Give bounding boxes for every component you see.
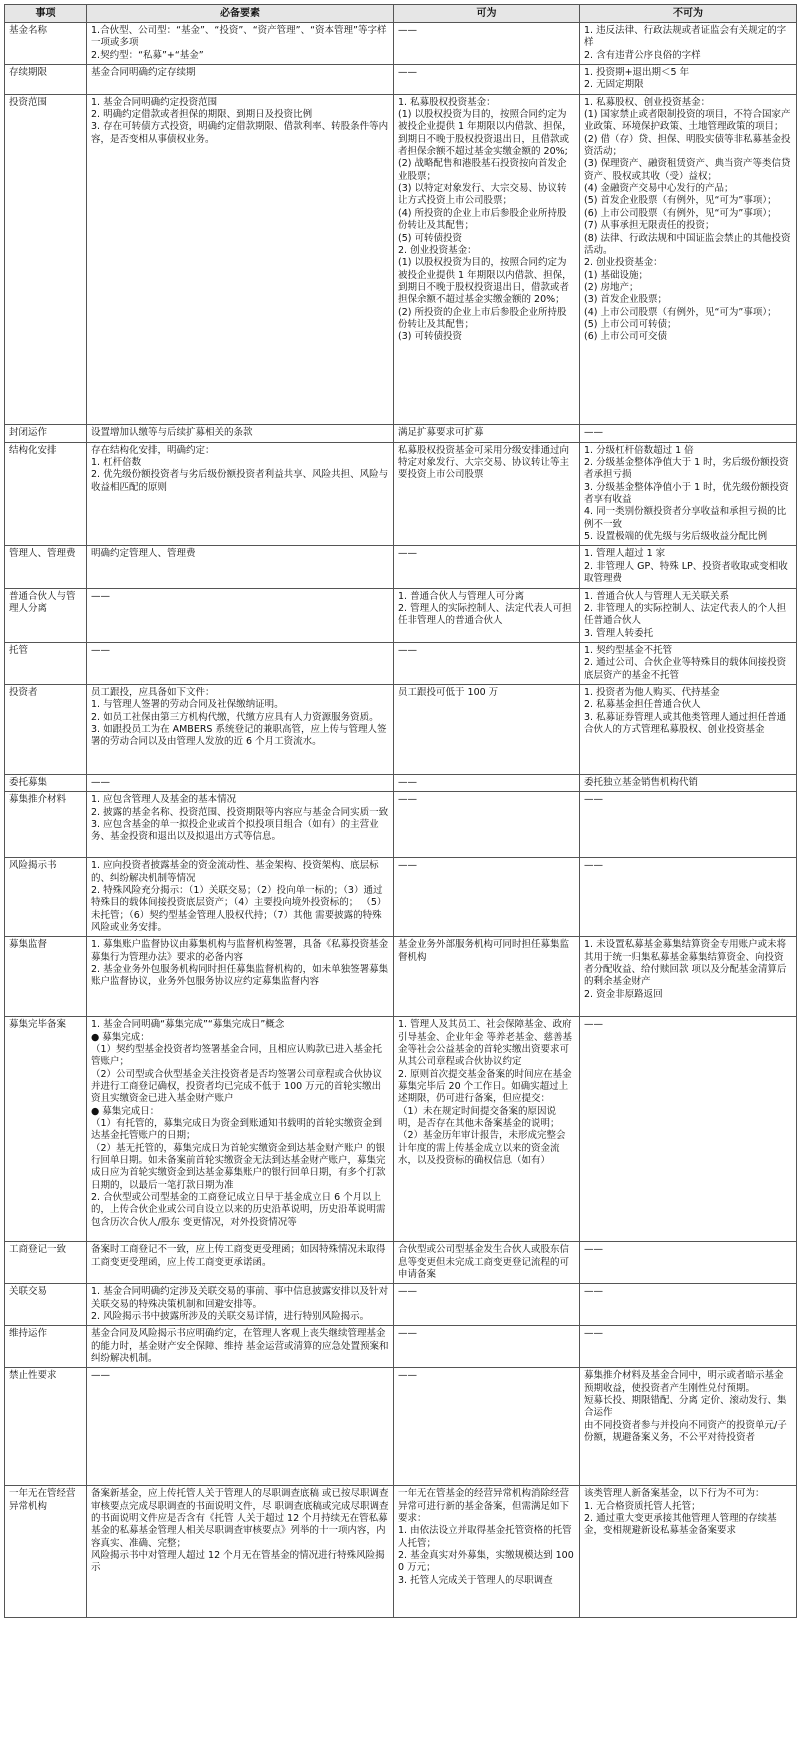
table-row: [5, 792, 797, 858]
table-body: [5, 23, 797, 1618]
cell-line: 3. 存在可转债方式投资，明确约定借款期限、借款利率、转股条件等内容，是否变相从事债权业务。: [91, 121, 389, 145]
table-row: [5, 1242, 797, 1284]
table-row: [5, 1486, 797, 1618]
cell-line: ——: [398, 794, 417, 806]
cell-line: (2) 借（存）贷、担保、明股实债等非私募基金投资活动；: [584, 133, 791, 158]
cell-line: ——: [584, 426, 603, 438]
row-allowed-cell: [394, 858, 580, 937]
row-item-cell: 募集推介材料: [5, 792, 87, 858]
cell-line: ——: [584, 860, 603, 872]
row-item-cell: 存续期限: [5, 65, 87, 95]
row-allowed-cell: [394, 1326, 580, 1368]
cell-line: 备案时工商登记不一致，应上传工商变更受理函；如因特殊情况未取得工商变更受理函，应上传工商变更承诺函。: [91, 1244, 386, 1268]
row-required-cell: [87, 65, 394, 95]
cell-line: (8) 法律、行政法规和中国证监会禁止的其他投资活动。: [584, 232, 791, 256]
table-row: [5, 1368, 797, 1486]
cell-line: 2. 分级基金整体净值大于 1 时，劣后级份额投资者承担亏损: [584, 457, 789, 481]
header-required: 必备要素: [87, 5, 394, 23]
table-row: [5, 642, 797, 684]
cell-line: 一年无在管基金的经营异常机构消除经营异常可进行新的基金备案，但需满足如下要求：: [398, 1488, 570, 1525]
cell-line: (5) 上市公司可转债；: [584, 318, 677, 330]
cell-line: (1) 国家禁止或者限制投资的项目，不符合国家产业政策、环境保护政策、土地管理政策的项目；: [584, 109, 791, 133]
cell-line: 私募股权投资基金可采用分级安排通过向特定对象发行、大宗交易、协议转让等主要投资上市公司股票: [398, 444, 570, 481]
cell-line: 3. 应包含基金的单一拟投企业或首个拟投项目组合（如有）的主营业务、基金投资和退出以及拟退出方式等信息。: [91, 818, 379, 843]
cell-line: (3) 以特定对象发行、大宗交易、协议转让方式投资上市公司股票；: [398, 183, 567, 207]
row-required-cell: [87, 937, 394, 1017]
cell-line: 2. 原则首次提交基金备案的时间应在基金募集完毕后 20 个工作日。如确实超过上述期限，仍可进行备案，但应提交：: [398, 1068, 572, 1105]
row-required-cell: [87, 1242, 394, 1284]
row-required-cell: [87, 1486, 394, 1618]
row-allowed-cell: [394, 588, 580, 642]
cell-line: 1. 应向投资者披露基金的资金流动性、基金架构、投资架构、底层标的、纠纷解决机制等情况: [91, 860, 379, 884]
table-row: [5, 858, 797, 937]
cell-line: 3. 如跟投员工为在 AMBERS 系统登记的兼职高管，应上传与管理人签署的劳动合同以及由管理人发放的近 6 个月工资流水。: [91, 723, 387, 748]
row-forbidden-cell: [580, 684, 797, 774]
row-item-cell: 维持运作: [5, 1326, 87, 1368]
header-item: 事项: [5, 5, 87, 23]
cell-line: 3. 托管人完成关于管理人的尽职调查: [398, 1574, 553, 1586]
cell-line: 1. 管理人超过 1 家: [584, 548, 666, 560]
cell-line: (1) 以股权投资为目的，按照合同约定为被投企业提供 1 年期限以内借款、担保，到期日不晚于股权投资退出日，且借款或者担保余额不超过基金实缴金额的 20%;: [398, 109, 572, 158]
cell-line: 1. 投资者为他人购买、代持基金: [584, 686, 720, 698]
cell-line: ● 募集完成：: [91, 1031, 150, 1043]
regulation-table: [4, 4, 797, 1618]
cell-line: 2. 无固定期限: [584, 79, 644, 91]
row-item-cell: 一年无在管经营异常机构: [5, 1486, 87, 1618]
cell-line: 2. 风险揭示书中披露所涉及的关联交易详情，进行特别风险揭示。: [91, 1311, 370, 1323]
table-row: [5, 424, 797, 442]
row-required-cell: [87, 442, 394, 546]
cell-line: 2. 明确约定借款或者担保的期限、到期日及投资比例: [91, 109, 313, 121]
cell-line: (6) 上市公司可交债: [584, 331, 667, 343]
cell-line: (1) 以股权投资为目的，按照合同约定为被投企业提供 1 年期限以内借款、担保，到期日不晚于股权投资退出日，借款或者担保余额不超过基金实缴金额的 20%；: [398, 257, 572, 306]
cell-line: ——: [91, 1370, 110, 1382]
cell-line: 员工跟投可低于 100 万: [398, 686, 499, 698]
row-forbidden-cell: [580, 1284, 797, 1326]
row-allowed-cell: [394, 23, 580, 65]
cell-line: ——: [584, 1244, 603, 1256]
row-allowed-cell: [394, 1017, 580, 1242]
row-allowed-cell: [394, 546, 580, 588]
row-forbidden-cell: [580, 546, 797, 588]
cell-line: （1）有托管的，募集完成日为资金到账通知书载明的首轮实缴资金到达基金托管账户的日期；: [91, 1118, 383, 1142]
table-row: [5, 23, 797, 65]
cell-line: ——: [398, 1370, 417, 1382]
cell-line: 2. 创业投资基金：: [584, 257, 663, 269]
cell-line: 1. 私募股权投资基金：: [398, 96, 496, 108]
cell-line: ——: [91, 776, 110, 788]
cell-line: 1. 投资期+退出期＜5 年: [584, 67, 690, 79]
row-allowed-cell: [394, 937, 580, 1017]
cell-line: (3) 可转债投资: [398, 331, 462, 343]
cell-line: （2）基金历年审计报告，未形成完整会计年度的需上传基金成立以来的资金流水，以及投资标的确权信息（如有）: [398, 1130, 566, 1167]
cell-line: 风险揭示书中对管理人超过 12 个月无在管基金的情况进行特殊风险揭示: [91, 1550, 385, 1574]
cell-line: 2. 披露的基金名称、投资范围、投资期限等内容应与基金合同实质一致: [91, 806, 389, 818]
cell-line: 1. 分级杠杆倍数超过 1 倍: [584, 444, 694, 456]
cell-line: 该类管理人新备案基金，以下行为不可为：: [584, 1488, 765, 1500]
row-item-cell: 风险揭示书: [5, 858, 87, 937]
cell-line: 短募长投、期限错配、分离 定价、滚动发行、集合运作: [584, 1395, 787, 1419]
cell-line: 基金合同明确约定存续期: [91, 67, 196, 79]
row-forbidden-cell: [580, 65, 797, 95]
cell-line: 3. 分级基金整体净值小于 1 时，优先级份额投资者享有收益: [584, 481, 789, 506]
row-item-cell: 基金名称: [5, 23, 87, 65]
row-item-cell: 募集监督: [5, 937, 87, 1017]
cell-line: (2) 房地产；: [584, 281, 639, 293]
row-forbidden-cell: [580, 774, 797, 791]
cell-line: 满足扩募要求可扩募: [398, 426, 484, 438]
cell-line: 5. 设置极端的优先级与劣后级收益分配比例: [584, 531, 768, 543]
row-forbidden-cell: [580, 1242, 797, 1284]
cell-line: (6) 上市公司股票（有例外，见“可为”事项）；: [584, 207, 777, 219]
cell-line: 3. 管理人转委托: [584, 627, 654, 639]
table-row: [5, 546, 797, 588]
cell-line: 基金业务外部服务机构可同时担任募集监督机构: [398, 939, 570, 963]
cell-line: 2. 含有违背公序良俗的字样: [584, 49, 701, 61]
table-row: [5, 937, 797, 1017]
cell-line: 1. 普通合伙人与管理人无关联关系: [584, 590, 730, 602]
row-allowed-cell: [394, 442, 580, 546]
cell-line: ——: [398, 25, 417, 36]
cell-line: 2. 通过公司、合伙企业等特殊目的载体间接投资底层资产的基金不托管: [584, 657, 787, 681]
cell-line: 2. 优先级份额投资者与劣后级份额投资者利益共享、风险共担、风险与收益相匹配的原则: [91, 469, 389, 493]
cell-line: 委托独立基金销售机构代销: [584, 776, 699, 788]
cell-line: 2. 合伙型或公司型基金的工商登记成立日早于基金成立日 6 个月以上的，上传合伙企业或公司自设立以来的历史沿革说明，历史沿革说明需包含历次合伙人/股东 变更情况，对外投资情况等: [91, 1192, 386, 1228]
table-row: [5, 94, 797, 424]
cell-line: 1. 基金合同明确约定涉及关联交易的事前、事中信息披露安排以及针对关联交易的特殊决策机制和回避安排等。: [91, 1286, 389, 1310]
row-allowed-cell: [394, 1242, 580, 1284]
cell-line: (3) 首发企业股票；: [584, 294, 667, 306]
cell-line: 设置增加认缴等与后续扩募相关的条款: [91, 426, 253, 438]
row-forbidden-cell: [580, 642, 797, 684]
row-allowed-cell: [394, 94, 580, 424]
cell-line: 1. 管理人及其员工、社会保障基金、政府引导基金、企业年金 等养老基金、慈善基金等社会公益基金的首轮实缴出资要求可从其公司章程或合伙协议约定: [398, 1019, 573, 1068]
row-forbidden-cell: [580, 1486, 797, 1618]
cell-line: ——: [398, 1286, 417, 1298]
cell-line: 1. 违反法律、行政法规或者证监会有关规定的字样: [584, 25, 787, 49]
table-row: [5, 1017, 797, 1242]
table-row: [5, 1284, 797, 1326]
cell-line: 2. 非管理人的实际控制人、法定代表人的个人担任普通合伙人: [584, 602, 787, 627]
cell-line: 2. 通过重大变更承接其他管理人管理的存续基金，变相规避新设私募基金备案要求: [584, 1513, 777, 1537]
table-header-row: [5, 5, 797, 23]
cell-line: 2. 创业投资基金：: [398, 244, 477, 256]
cell-line: ——: [398, 548, 417, 560]
cell-line: 合伙型或公司型基金发生合伙人或股东信息等变更但未完成工商变更登记流程的可申请备案: [398, 1244, 570, 1280]
row-item-cell: 结构化安排: [5, 442, 87, 546]
cell-line: ——: [584, 1286, 603, 1298]
cell-line: 员工跟投，应具备如下文件：: [91, 686, 215, 698]
row-allowed-cell: [394, 1368, 580, 1486]
row-forbidden-cell: [580, 1017, 797, 1242]
cell-line: 明确约定管理人、管理费: [91, 548, 196, 560]
row-forbidden-cell: [580, 937, 797, 1017]
cell-line: 由不同投资者参与并投向不同资产的投资单元/子份额，规避备案义务，不公平对待投资者: [584, 1419, 787, 1444]
cell-line: ——: [584, 794, 603, 806]
row-item-cell: 管理人、管理费: [5, 546, 87, 588]
cell-line: 1. 由依法设立并取得基金托管资格的托管人托管；: [398, 1525, 572, 1549]
row-forbidden-cell: [580, 442, 797, 546]
table-row: [5, 65, 797, 95]
row-required-cell: [87, 1017, 394, 1242]
cell-line: 1. 私募股权、创业投资基金：: [584, 96, 711, 108]
row-allowed-cell: [394, 65, 580, 95]
row-required-cell: [87, 23, 394, 65]
row-required-cell: [87, 94, 394, 424]
cell-line: 2.契约型：“私募”+“基金”: [91, 49, 204, 61]
row-item-cell: 投资范围: [5, 94, 87, 424]
cell-line: ——: [398, 860, 417, 872]
row-required-cell: [87, 774, 394, 791]
cell-line: （2）公司型或合伙型基金关注投资者是否均签署公司章程或合伙协议并进行工商登记确权，投资者均已完成不低于 100 万元的首轮实缴出资且实缴资金已进入基金财产账户: [91, 1068, 383, 1105]
row-forbidden-cell: [580, 792, 797, 858]
row-forbidden-cell: [580, 94, 797, 424]
row-forbidden-cell: [580, 1368, 797, 1486]
cell-line: （1）契约型基金投资者均签署基金合同，且相应认购款已进入基金托管账户；: [91, 1044, 383, 1068]
row-item-cell: 委托募集: [5, 774, 87, 791]
cell-line: ● 募集完成日：: [91, 1105, 160, 1117]
cell-line: ——: [398, 776, 417, 788]
table-row: [5, 588, 797, 642]
cell-line: 1. 基金合同明确约定投资范围: [91, 96, 218, 108]
row-allowed-cell: [394, 1486, 580, 1618]
cell-line: ——: [91, 644, 110, 656]
row-item-cell: 募集完毕备案: [5, 1017, 87, 1242]
cell-line: 3. 私募证券管理人或其他类管理人通过担任普通合伙人的方式管理私募股权、创业投资基金: [584, 711, 787, 735]
row-item-cell: 普通合伙人与管理人分离: [5, 588, 87, 642]
cell-line: (2) 战略配售和港股基石投资按向首发企业股票；: [398, 158, 567, 182]
cell-line: 基金合同及风险揭示书应明确约定，在管理人客观上丧失继续管理基金的能力时，基金财产安全保障、维持 基金运营或清算的应急处置预案和纠纷解决机制。: [91, 1328, 389, 1365]
row-item-cell: 托管: [5, 642, 87, 684]
cell-line: (5) 首发企业股票（有例外，见“可为”事项）；: [584, 195, 777, 207]
table-row: [5, 442, 797, 546]
row-forbidden-cell: [580, 23, 797, 65]
row-allowed-cell: [394, 424, 580, 442]
row-item-cell: 封闭运作: [5, 424, 87, 442]
cell-line: 2. 资金非原路返回: [584, 988, 663, 1000]
table-row: [5, 1326, 797, 1368]
cell-line: (5) 可转债投资: [398, 232, 462, 244]
cell-line: (1) 基础设施；: [584, 269, 648, 281]
row-required-cell: [87, 1326, 394, 1368]
cell-line: ——: [398, 67, 417, 79]
cell-line: ——: [91, 590, 110, 602]
row-allowed-cell: [394, 642, 580, 684]
cell-line: (7) 从事承担无限责任的投资；: [584, 220, 715, 232]
row-required-cell: [87, 588, 394, 642]
cell-line: ——: [584, 1019, 603, 1031]
cell-line: 1. 普通合伙人与管理人可分离: [398, 590, 525, 602]
cell-line: 2. 管理人的实际控制人、法定代表人可担任非管理人的普通合伙人: [398, 602, 572, 627]
row-item-cell: 禁止性要求: [5, 1368, 87, 1486]
table-row: [5, 774, 797, 791]
cell-line: ——: [398, 644, 417, 656]
row-required-cell: [87, 858, 394, 937]
row-required-cell: [87, 642, 394, 684]
cell-line: 1. 杠杆倍数: [91, 457, 142, 469]
row-required-cell: [87, 1284, 394, 1326]
cell-line: 2. 基金业务外包服务机构同时担任募集监督机构的，如未单独签署募集账户监督协议，业务外包服务协议应约定募集监督内容: [91, 964, 389, 988]
cell-line: （1）未在规定时间提交备案的原因说明，是否存在其他未备案基金的说明；: [398, 1105, 560, 1130]
row-forbidden-cell: [580, 424, 797, 442]
cell-line: 4. 同一类别份额投资者分享收益和承担亏损的比例不一致: [584, 506, 787, 530]
row-item-cell: 投资者: [5, 684, 87, 774]
row-allowed-cell: [394, 684, 580, 774]
cell-line: 募集推介材料及基金合同中，明示或者暗示基金预期收益，使投资者产生刚性兑付预期。: [584, 1370, 784, 1394]
cell-line: 2. 特殊风险充分揭示：（1）关联交易；（2）投向单一标的；（3）通过特殊目的载体间接投资底层资产；（4）主要投向境外投资标的； （5）未托管；（6）契约型基金管理人股权代持；（7）其他 需要披露的特殊风险或业务安排。: [91, 884, 387, 933]
cell-line: 1. 未设置私募基金募集结算资金专用账户或未将其用于统一归集私募基金募集结算资金、向投资者分配收益、给付赎回款 项以及分配基金清算后的剩余基金财产: [584, 939, 787, 988]
cell-line: ——: [398, 1328, 417, 1340]
row-required-cell: [87, 792, 394, 858]
cell-line: 2. 私募基金担任普通合伙人: [584, 699, 701, 711]
row-allowed-cell: [394, 1284, 580, 1326]
row-allowed-cell: [394, 774, 580, 791]
cell-line: 2. 基金真实对外募集，实缴规模达到 1000 万元；: [398, 1550, 574, 1574]
row-allowed-cell: [394, 792, 580, 858]
row-required-cell: [87, 684, 394, 774]
row-required-cell: [87, 1368, 394, 1486]
cell-line: ——: [584, 1328, 603, 1340]
cell-line: 备案新基金，应上传托管人关于管理人的尽职调查底稿 或已按尽职调查审核要点完成尽职调查的书面说明文件，尽 职调查底稿或完成尽职调查的书面说明文件应是否含有《托管 人关于超过 12 个月持续无在管私募基金的私募基金管理人相关尽职调查审核要点》列举的十一项内容，内容真实、准确、完整；: [91, 1488, 389, 1549]
cell-line: 存在结构化安排，明确约定：: [91, 444, 215, 456]
table-row: [5, 684, 797, 774]
cell-line: 1. 应包含管理人及基金的基本情况: [91, 794, 237, 806]
header-allowed: 可为: [394, 5, 580, 23]
cell-line: 1. 契约型基金不托管: [584, 644, 673, 656]
cell-line: 2. 非管理人 GP、特殊 LP、投资者收取或变相收取管理费: [584, 560, 788, 585]
header-forbidden: 不可为: [580, 5, 797, 23]
row-forbidden-cell: [580, 1326, 797, 1368]
cell-line: （2）基无托管的，募集完成日为首轮实缴资金到达基金财产账户 的银行回单日期。如未备案前首轮实缴资金无法到达基金财产账户，募集完成日应为首轮实缴资金到达基金募集账户的银行回单日期，有多个打款日期的，以最后一笔打款日期为准: [91, 1142, 386, 1191]
row-item-cell: 工商登记一致: [5, 1242, 87, 1284]
cell-line: 2. 如员工社保由第三方机构代缴，代缴方应具有人力资源服务资质。: [91, 711, 379, 723]
cell-line: 1. 基金合同明确“募集完成”“募集完成日”概念: [91, 1019, 285, 1031]
cell-line: 1. 与管理人签署的劳动合同及社保缴纳证明。: [91, 699, 284, 711]
cell-line: 1. 无合格资质托管人托管；: [584, 1500, 701, 1512]
row-forbidden-cell: [580, 588, 797, 642]
cell-line: 1.合伙型、公司型：“基金”、“投资”、“资产管理”、“资本管理”等字样一项或多项: [91, 25, 387, 49]
row-required-cell: [87, 546, 394, 588]
cell-line: 1. 募集账户监督协议由募集机构与监督机构签署，具备《私募投资基金募集行为管理办法》要求的必备内容: [91, 939, 389, 963]
cell-line: (4) 金融资产交易中心发行的产品；: [584, 183, 734, 195]
row-required-cell: [87, 424, 394, 442]
cell-line: (2) 所投资的企业上市后参股企业所持股份转让及其配售；: [398, 306, 567, 330]
cell-line: (4) 所投资的企业上市后参股企业所持股份转让及其配售；: [398, 207, 567, 232]
row-forbidden-cell: [580, 858, 797, 937]
cell-line: (3) 保理资产、融资租赁资产、典当资产等类信贷资产、股权或其收（受）益权；: [584, 158, 791, 182]
row-item-cell: 关联交易: [5, 1284, 87, 1326]
cell-line: (4) 上市公司股票（有例外，见“可为”事项）；: [584, 306, 777, 318]
